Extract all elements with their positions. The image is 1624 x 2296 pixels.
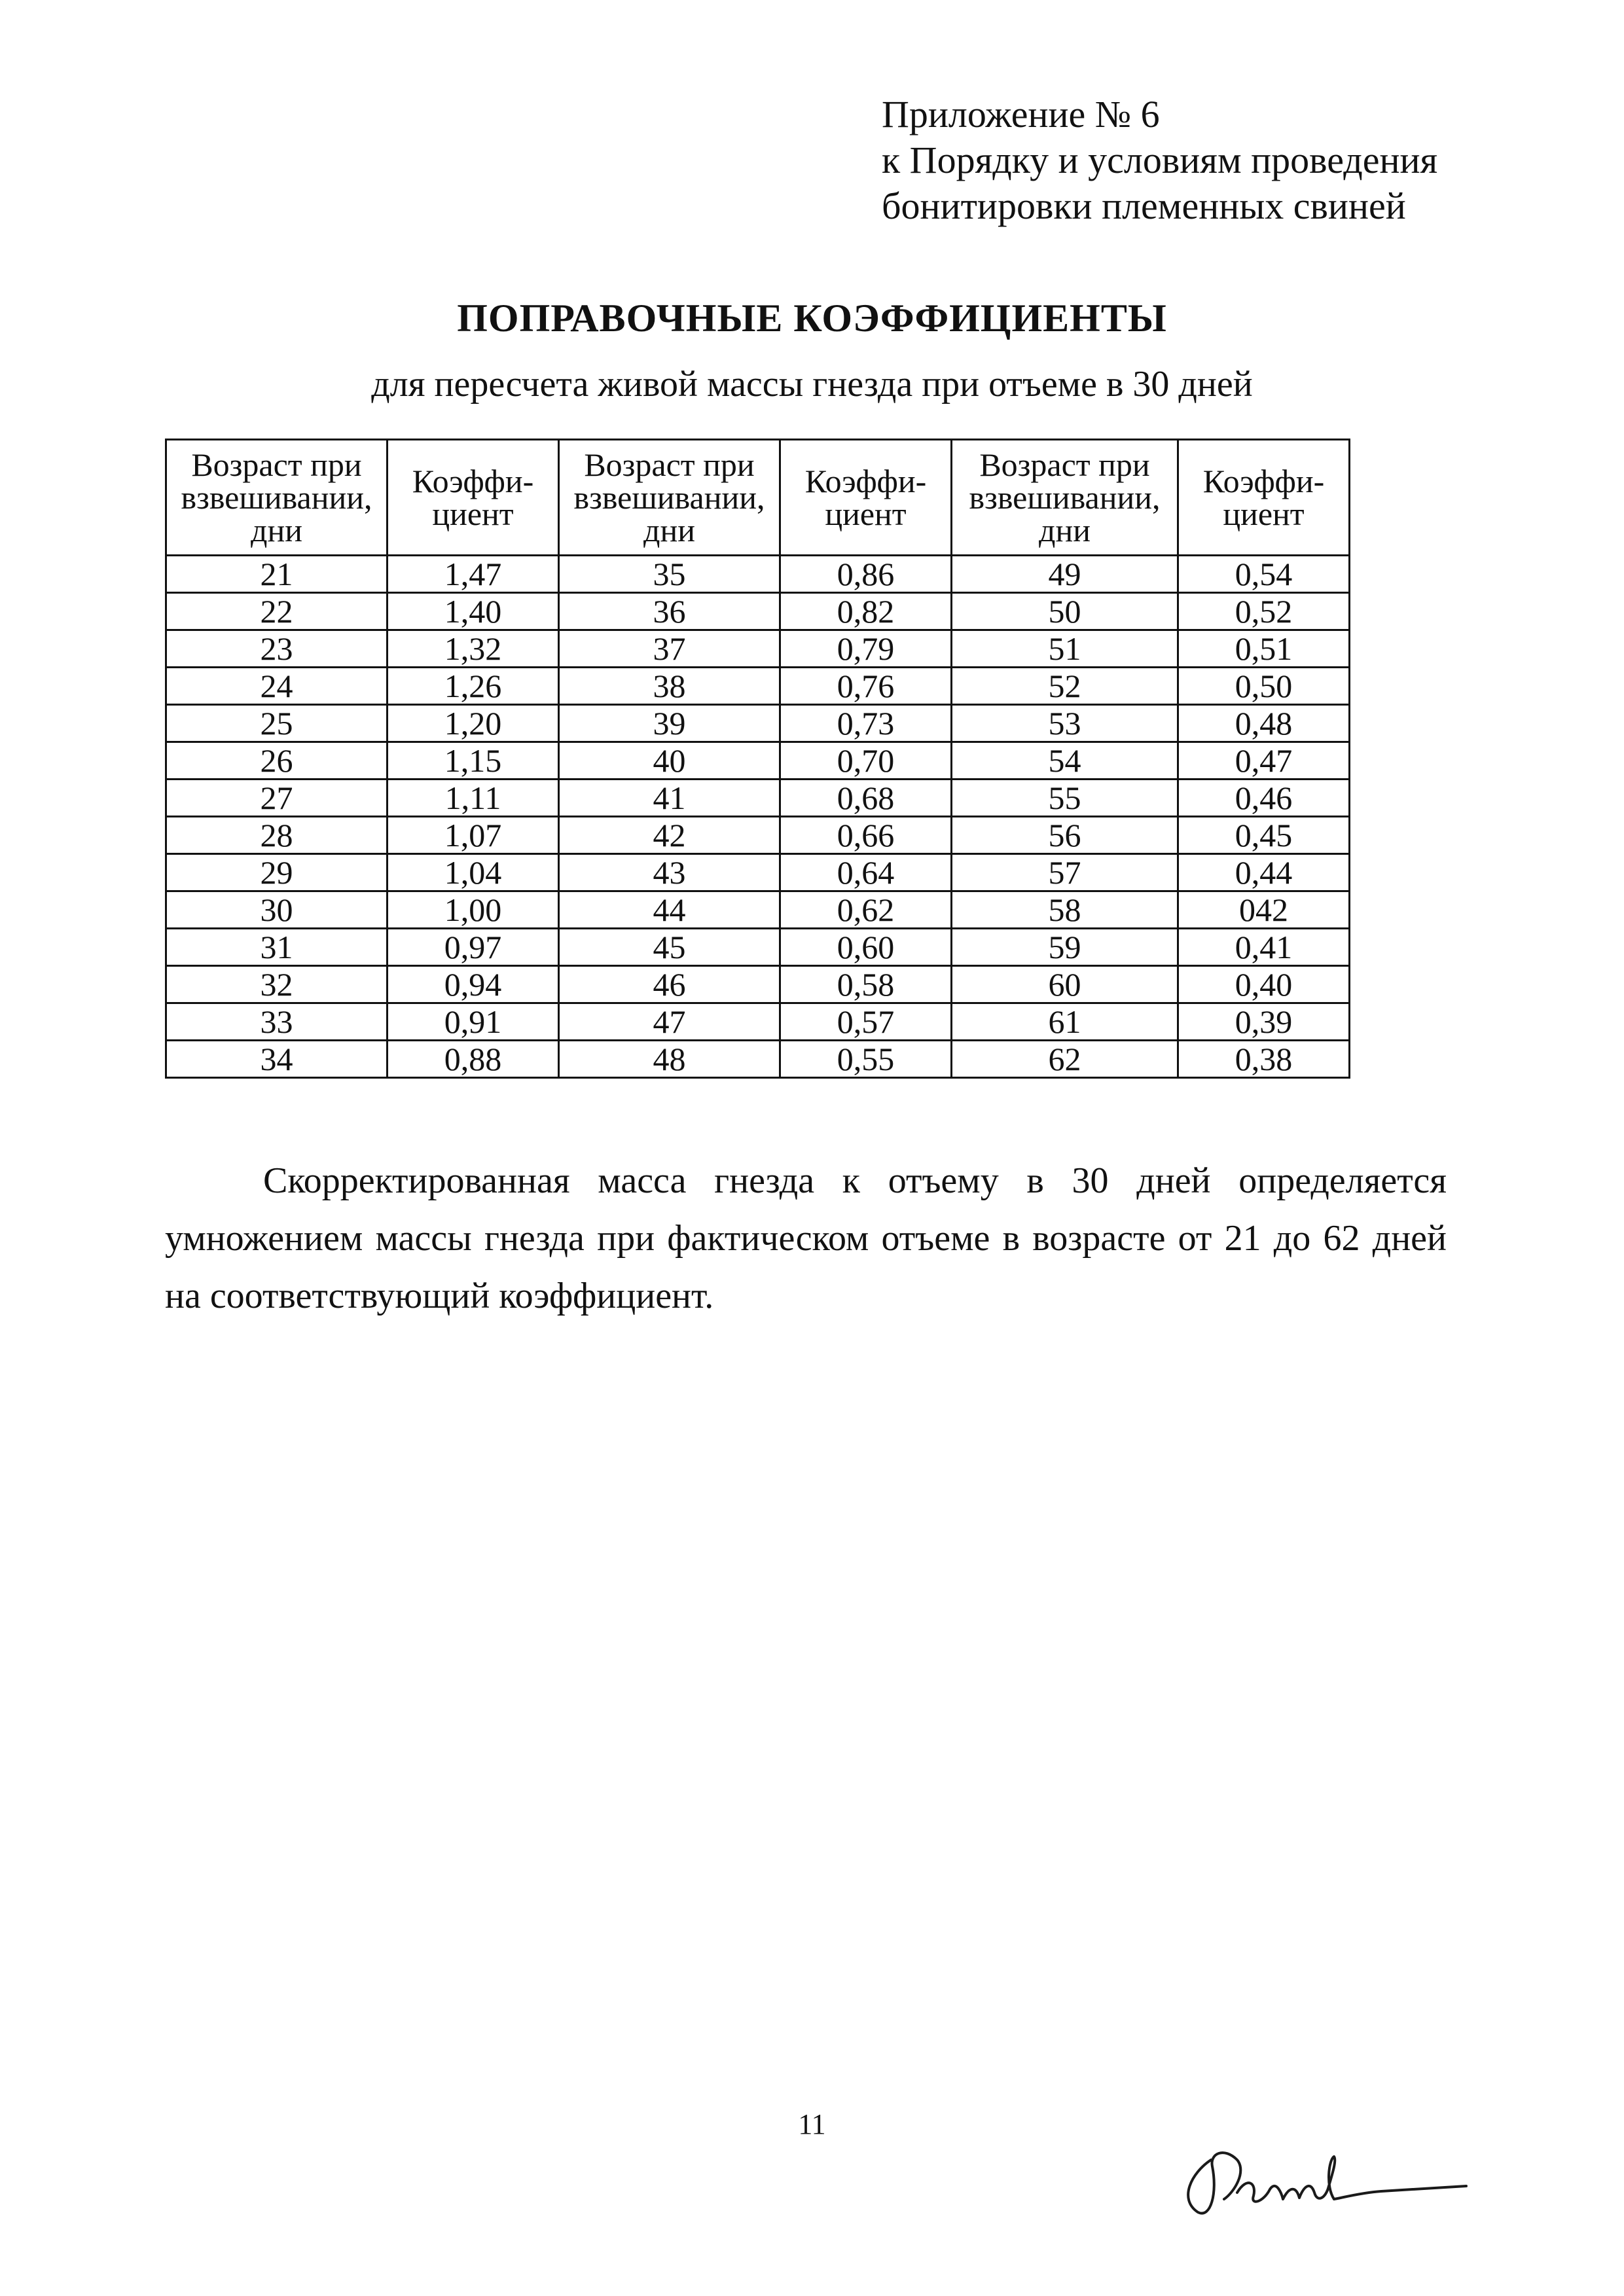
age-cell: 34 xyxy=(166,1041,388,1078)
table-row xyxy=(166,742,1350,780)
age-cell: 38 xyxy=(559,668,780,705)
age-cell: 46 xyxy=(559,966,780,1003)
age-cell: 47 xyxy=(559,1003,780,1041)
age-cell: 42 xyxy=(559,817,780,854)
coefficient-cell: 1,07 xyxy=(388,817,559,854)
coefficient-cell: 0,55 xyxy=(780,1041,952,1078)
age-cell: 44 xyxy=(559,891,780,929)
age-cell: 58 xyxy=(952,891,1178,929)
appendix-header xyxy=(882,92,1536,229)
table-body xyxy=(166,556,1350,1078)
age-cell: 40 xyxy=(559,742,780,780)
header-coef-1: Коэффи- циент xyxy=(388,440,559,556)
age-cell: 30 xyxy=(166,891,388,929)
coefficient-cell: 0,57 xyxy=(780,1003,952,1041)
table-row xyxy=(166,593,1350,630)
coefficient-cell: 1,40 xyxy=(388,593,559,630)
page-number: 11 xyxy=(798,2108,826,2140)
age-cell: 32 xyxy=(166,966,388,1003)
coefficient-cell: 0,94 xyxy=(388,966,559,1003)
coefficient-cell: 0,66 xyxy=(780,817,952,854)
age-cell: 28 xyxy=(166,817,388,854)
age-cell: 25 xyxy=(166,705,388,742)
age-cell: 55 xyxy=(952,780,1178,817)
age-cell: 45 xyxy=(559,929,780,966)
coefficient-cell: 0,79 xyxy=(780,630,952,668)
coefficient-cell: 1,00 xyxy=(388,891,559,929)
coefficient-cell: 0,64 xyxy=(780,854,952,891)
coefficient-cell: 0,88 xyxy=(388,1041,559,1078)
appendix-line: бонитировки племенных свиней xyxy=(882,185,1406,227)
coefficient-cell: 0,76 xyxy=(780,668,952,705)
header-coef-2: Коэффи- циент xyxy=(780,440,952,556)
age-cell: 50 xyxy=(952,593,1178,630)
coefficient-cell: 0,82 xyxy=(780,593,952,630)
age-cell: 22 xyxy=(166,593,388,630)
coefficient-cell: 0,38 xyxy=(1178,1041,1350,1078)
coefficient-cell: 0,91 xyxy=(388,1003,559,1041)
coefficient-cell: 0,44 xyxy=(1178,854,1350,891)
coefficient-cell: 0,54 xyxy=(1178,556,1350,593)
coefficient-cell: 0,70 xyxy=(780,742,952,780)
age-cell: 59 xyxy=(952,929,1178,966)
age-cell: 61 xyxy=(952,1003,1178,1041)
age-cell: 54 xyxy=(952,742,1178,780)
age-cell: 57 xyxy=(952,854,1178,891)
table-row xyxy=(166,891,1350,929)
table-row xyxy=(166,556,1350,593)
coefficient-cell: 0,50 xyxy=(1178,668,1350,705)
age-cell: 36 xyxy=(559,593,780,630)
age-cell: 62 xyxy=(952,1041,1178,1078)
age-cell: 41 xyxy=(559,780,780,817)
coefficient-cell: 0,86 xyxy=(780,556,952,593)
coefficient-cell: 0,46 xyxy=(1178,780,1350,817)
coefficient-cell: 1,47 xyxy=(388,556,559,593)
table-row xyxy=(166,668,1350,705)
header-age-3: Возраст при взвешивании, дни xyxy=(952,440,1178,556)
age-cell: 39 xyxy=(559,705,780,742)
header-coef-3: Коэффи- циент xyxy=(1178,440,1350,556)
age-cell: 31 xyxy=(166,929,388,966)
coefficient-cell: 0,47 xyxy=(1178,742,1350,780)
coefficient-cell: 0,41 xyxy=(1178,929,1350,966)
table-header-row xyxy=(166,440,1350,556)
appendix-line: к Порядку и условиям проведения xyxy=(882,139,1438,181)
coefficient-cell: 0,73 xyxy=(780,705,952,742)
coefficient-cell: 1,32 xyxy=(388,630,559,668)
coefficient-cell: 0,39 xyxy=(1178,1003,1350,1041)
coefficient-cell: 1,15 xyxy=(388,742,559,780)
age-cell: 29 xyxy=(166,854,388,891)
age-cell: 35 xyxy=(559,556,780,593)
coefficient-cell: 0,45 xyxy=(1178,817,1350,854)
age-cell: 24 xyxy=(166,668,388,705)
age-cell: 27 xyxy=(166,780,388,817)
coefficient-cell: 0,51 xyxy=(1178,630,1350,668)
coefficient-cell: 0,62 xyxy=(780,891,952,929)
appendix-line: Приложение № 6 xyxy=(882,93,1160,135)
table-row xyxy=(166,1041,1350,1078)
coefficient-cell: 0,97 xyxy=(388,929,559,966)
coefficient-cell: 1,20 xyxy=(388,705,559,742)
handwritten-signature-icon xyxy=(1165,2121,1479,2225)
coefficient-cell: 0,60 xyxy=(780,929,952,966)
age-cell: 33 xyxy=(166,1003,388,1041)
table-row xyxy=(166,966,1350,1003)
age-cell: 21 xyxy=(166,556,388,593)
table-row xyxy=(166,780,1350,817)
coefficient-cell: 0,48 xyxy=(1178,705,1350,742)
table-row xyxy=(166,1003,1350,1041)
age-cell: 37 xyxy=(559,630,780,668)
age-cell: 26 xyxy=(166,742,388,780)
table-row xyxy=(166,854,1350,891)
coefficient-cell: 042 xyxy=(1178,891,1350,929)
table-row xyxy=(166,929,1350,966)
table-row xyxy=(166,705,1350,742)
header-age-2: Возраст при взвешивании, дни xyxy=(559,440,780,556)
coefficient-cell: 1,26 xyxy=(388,668,559,705)
document-title: ПОПРАВОЧНЫЕ КОЭФФИЦИЕНТЫ xyxy=(457,296,1167,340)
age-cell: 53 xyxy=(952,705,1178,742)
document-subtitle: для пересчета живой массы гнезда при отъеме в 30 дней xyxy=(371,364,1253,404)
age-cell: 48 xyxy=(559,1041,780,1078)
table-row xyxy=(166,817,1350,854)
age-cell: 60 xyxy=(952,966,1178,1003)
coefficient-cell: 1,11 xyxy=(388,780,559,817)
coefficient-cell: 0,40 xyxy=(1178,966,1350,1003)
age-cell: 23 xyxy=(166,630,388,668)
age-cell: 56 xyxy=(952,817,1178,854)
age-cell: 51 xyxy=(952,630,1178,668)
header-age-1: Возраст при взвешивании, дни xyxy=(166,440,388,556)
correction-coefficients-table xyxy=(165,439,1350,1079)
explanation-paragraph: Скорректированная масса гнезда к отъему в 30 дней определяется умножением массы гнезда при фактическом отъеме в возрасте от 21 до 62 дней на соответствующий коэффициент. xyxy=(165,1160,1447,1316)
coefficient-cell: 0,68 xyxy=(780,780,952,817)
age-cell: 49 xyxy=(952,556,1178,593)
coefficient-cell: 0,52 xyxy=(1178,593,1350,630)
age-cell: 52 xyxy=(952,668,1178,705)
coefficient-cell: 0,58 xyxy=(780,966,952,1003)
coefficient-cell: 1,04 xyxy=(388,854,559,891)
age-cell: 43 xyxy=(559,854,780,891)
table-row xyxy=(166,630,1350,668)
